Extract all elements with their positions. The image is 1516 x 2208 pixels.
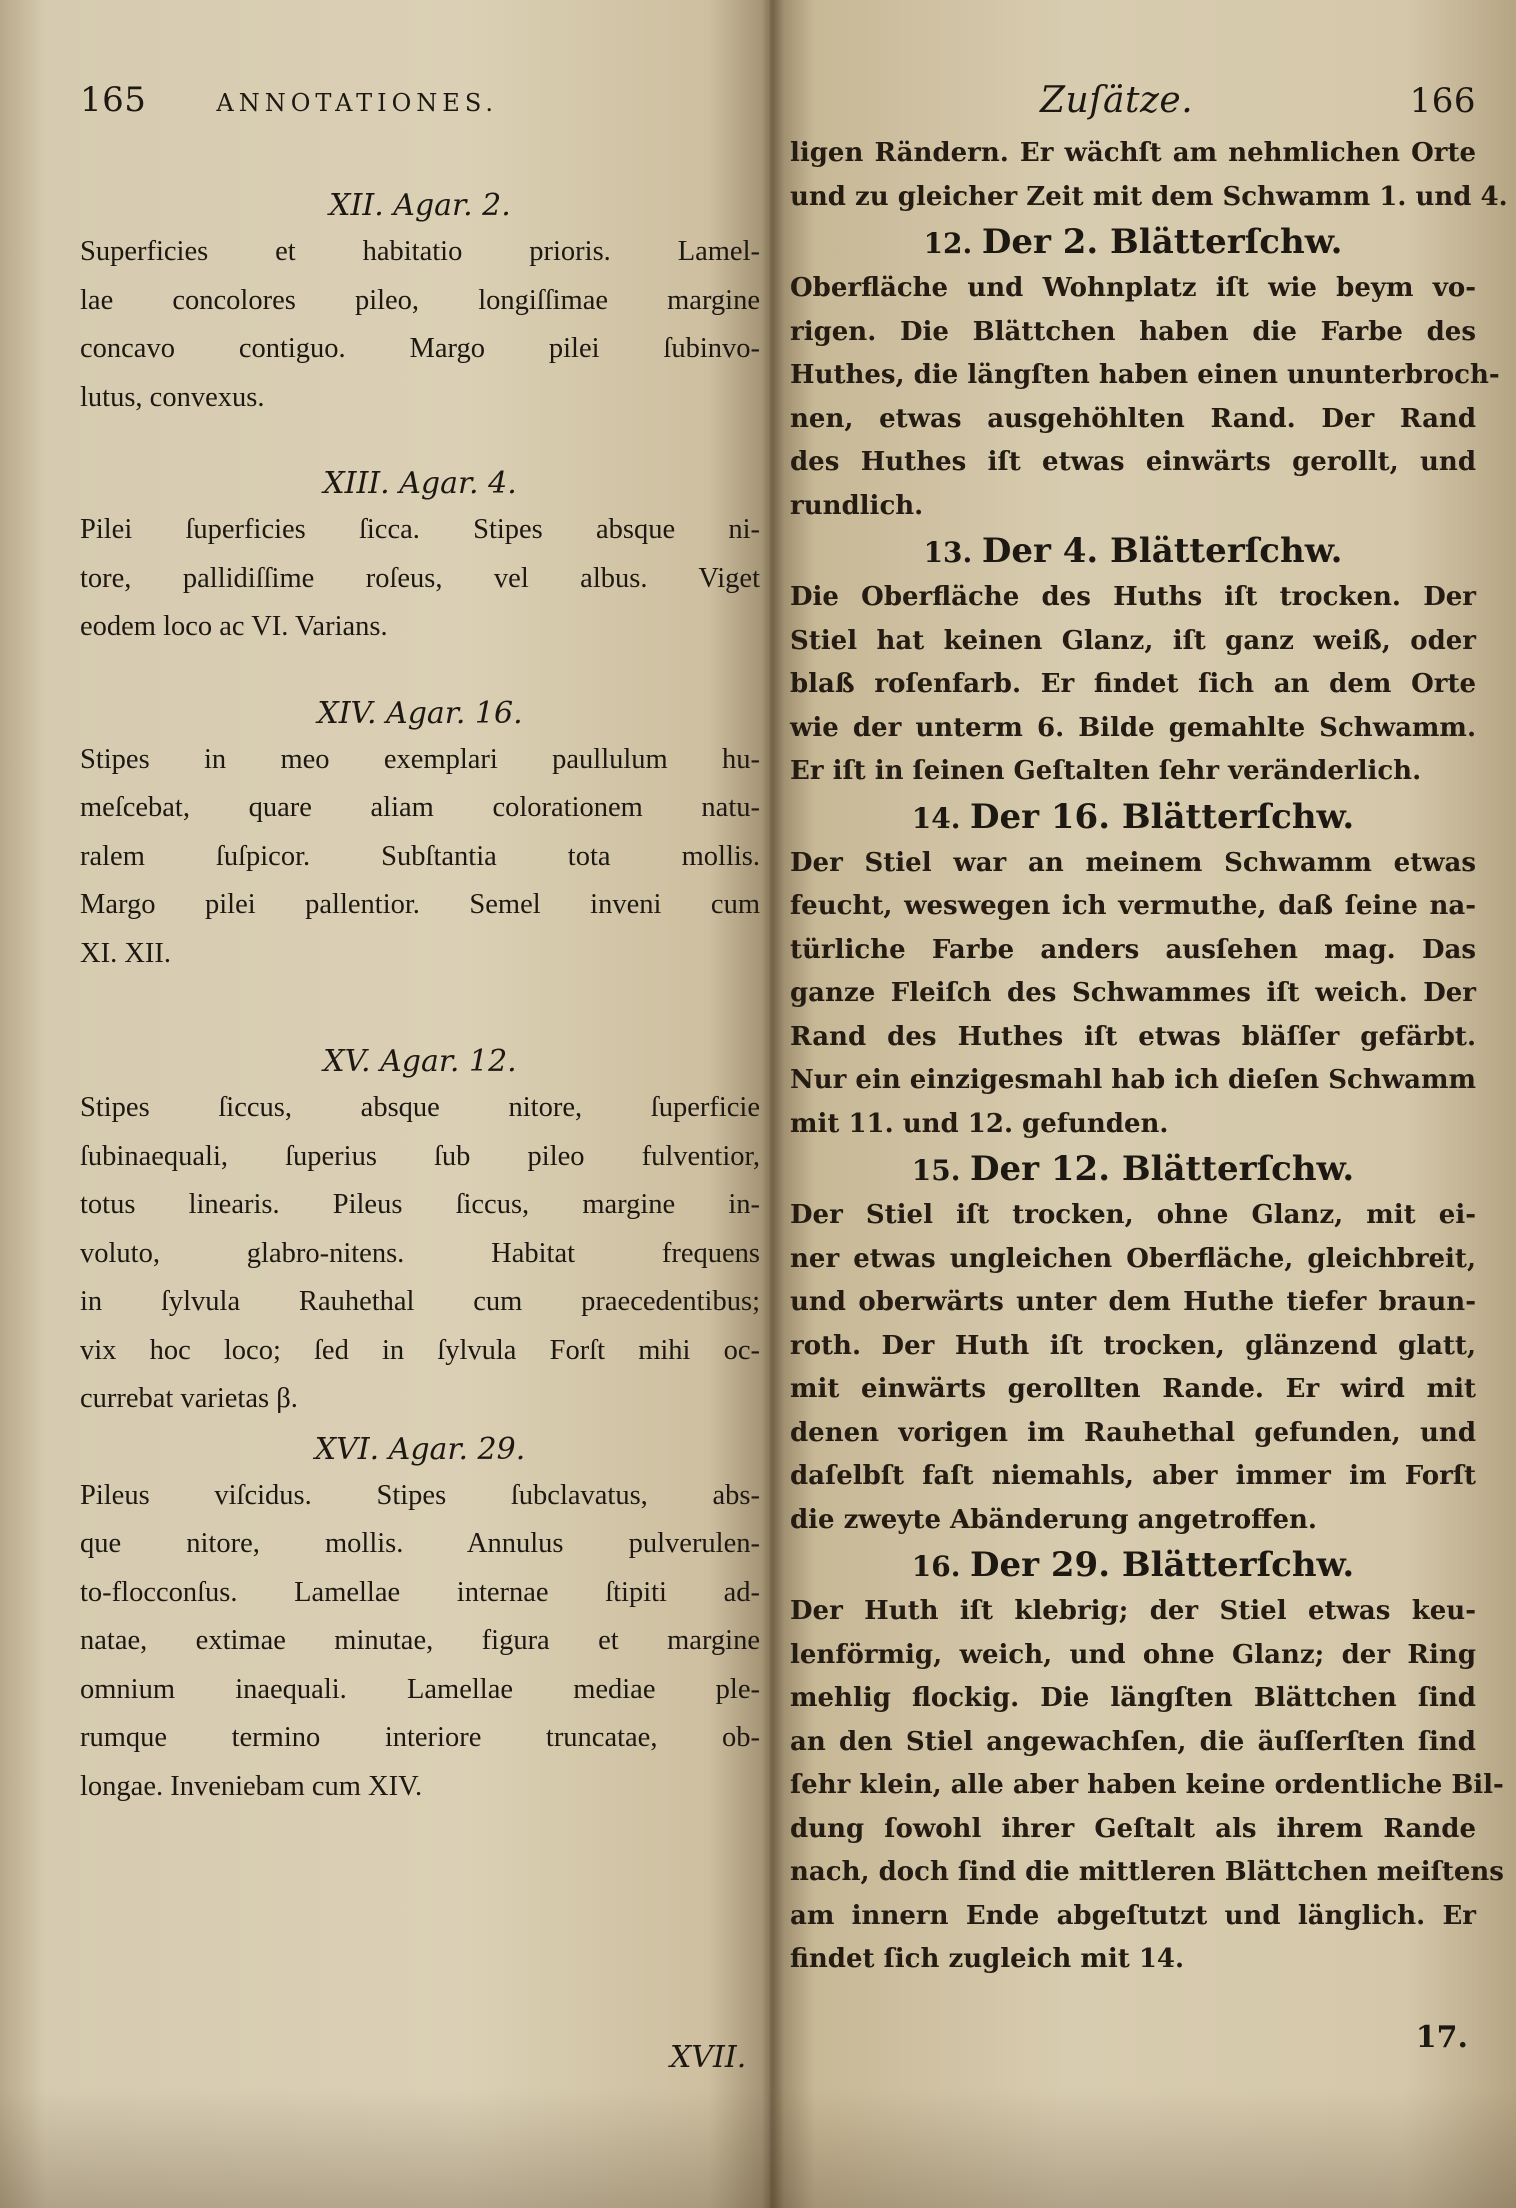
text-line: eodem loco ac VI. Varians. [80, 611, 388, 642]
text-line: totus linearis. Pileus ſiccus, margine in- [80, 1189, 760, 1220]
left-running-head [80, 80, 760, 132]
entry-text [790, 267, 1500, 528]
text-line: Nur ein einzigesmahl hab ich dieſen Schwamm [790, 1065, 1476, 1095]
text-line: ner etwas ungleichen Oberfläche, gleichbreit, [790, 1243, 1476, 1274]
text-line: Der Stiel iſt trocken, ohne Glanz, mit ei- [790, 1200, 1476, 1230]
opening-text [790, 132, 1508, 219]
text-line: nen, etwas ausgehöhlten Rand. Der Rand [790, 403, 1476, 434]
text-line: omnium inaequali. Lamellae mediae ple- [80, 1673, 760, 1705]
text-line: ligen Rändern. Er wächſt am nehmlichen Orte [790, 138, 1476, 168]
text-line: und oberwärts unter dem Huthe tiefer braun- [790, 1287, 1476, 1317]
text-line: lae concolores pileo, longiſſimae margine [80, 284, 760, 316]
text-line: denen vorigen im Rauhethal gefunden, und [790, 1417, 1476, 1448]
entry-text [80, 228, 760, 422]
entry-title: Der 12. Blätterſchw. [970, 1149, 1355, 1189]
entry-heading [790, 1146, 1476, 1194]
entry-text [80, 1084, 760, 1424]
text-line: rundlich. [790, 490, 924, 521]
entry-heading: XIV. Agar. 16. [317, 695, 523, 731]
text-line: ſehr klein, alle aber haben keine ordentliche Bil- [790, 1770, 1504, 1800]
entry-number: 14. [911, 801, 961, 835]
gutter-shadow [762, 0, 784, 2208]
entry-number: 13. [923, 536, 973, 569]
entry-number: 12. [923, 227, 973, 260]
right-running-head [790, 80, 1476, 132]
entry-title: Der 2. Blätterſchw. [981, 222, 1343, 262]
text-line: lutus, convexus. [80, 381, 265, 413]
text-line: türliche Farbe anders ausſehen mag. Das [790, 934, 1476, 965]
text-line: und zu gleicher Zeit mit dem Schwamm 1. und 4. [790, 181, 1508, 212]
text-line: mehlig flockig. Die längſten Blättchen ſind [790, 1683, 1476, 1713]
entry-number: 16. [911, 1550, 961, 1583]
text-line: Huthes, die längſten haben einen ununterbroch- [790, 360, 1500, 390]
text-line: Pilei ſuperficies ſicca. Stipes absque ni- [80, 514, 760, 545]
page-bottom-shade [0, 2088, 1516, 2208]
text-line: Er iſt in ſeinen Geſtalten ſehr veränderlich. [790, 756, 1422, 786]
entry-text [80, 1472, 760, 1812]
text-line: findet ſich zugleich mit 14. [790, 1944, 1185, 1974]
text-line: ſubinaequali, ſuperius ſub pileo fulventior, [80, 1140, 760, 1172]
entry-heading: XIII. Agar. 4. [323, 466, 517, 501]
text-line: mit 11. und 12. gefunden. [790, 1108, 1169, 1139]
right-page [770, 0, 1516, 2208]
text-line: Stipes ſiccus, absque nitore, ſuperficie [80, 1092, 760, 1123]
text-line: Margo pilei pallentior. Semel inveni cum [80, 889, 760, 920]
text-line: roth. Der Huth iſt trocken, glänzend glatt, [790, 1330, 1476, 1361]
entry-text [80, 506, 760, 652]
text-line: wie der unterm 6. Bilde gemahlte Schwamm. [790, 712, 1476, 743]
left-page-number: 165 [80, 80, 147, 120]
text-line: des Huthes iſt etwas einwärts gerollt, und [790, 447, 1476, 477]
entry-text [790, 576, 1476, 794]
text-line: ralem ſuſpicor. Subſtantia tota mollis. [80, 840, 760, 872]
text-line: meſcebat, quare aliam colorationem natu- [80, 792, 760, 823]
text-line: Die Oberfläche des Huths iſt trocken. Der [790, 582, 1476, 612]
text-line: am innern Ende abgeſtutzt und länglich. Er [790, 1900, 1476, 1931]
entry-heading [790, 794, 1476, 842]
text-line: to-flocconſus. Lamellae internae ſtipiti ad- [80, 1576, 760, 1608]
left-catchword: XVII. [670, 2040, 747, 2075]
text-line: Rand des Huthes iſt etwas bläſſer gefärbt. [790, 1021, 1476, 1052]
text-line: Stipes in meo exemplari paullulum hu- [80, 743, 760, 775]
text-line: XI. XII. [80, 937, 172, 969]
entry-heading [790, 1542, 1476, 1590]
entry-heading: XII. Agar. 2. [329, 188, 511, 223]
entry-title: Der 29. Blätterſchw. [970, 1545, 1355, 1585]
text-line: dung ſowohl ihrer Geſtalt als ihrem Rande [790, 1813, 1476, 1844]
text-line: an den Stiel angewachſen, die äuſſerſten ſind [790, 1726, 1476, 1757]
text-line: blaß roſenfarb. Er findet ſich an dem Orte [790, 669, 1476, 699]
entry-heading: XV. Agar. 12. [323, 1044, 517, 1079]
text-line: natae, extimae minutae, figura et margine [80, 1625, 760, 1656]
right-catchword: 17. [1415, 2020, 1468, 2055]
right-page-number: 166 [1409, 81, 1476, 121]
entry-number: 15. [911, 1154, 961, 1187]
text-line: daſelbſt faſt niemahls, aber immer im Forſt [790, 1461, 1476, 1491]
text-line: rigen. Die Blättchen haben die Farbe des [790, 316, 1476, 347]
text-line: Der Huth iſt klebrig; der Stiel etwas keu- [790, 1596, 1476, 1626]
entry-title: Der 16. Blätterſchw. [970, 796, 1355, 837]
text-line: tore, pallidiſſime roſeus, vel albus. Viget [80, 562, 760, 594]
right-column [790, 132, 1508, 1982]
entry-text [790, 842, 1476, 1147]
right-running-title: Zuſätze. [1040, 80, 1194, 121]
text-line: Pileus viſcidus. Stipes ſubclavatus, abs- [80, 1479, 760, 1511]
text-line: nach, doch ſind die mittleren Blättchen meiſtens [790, 1857, 1504, 1887]
text-line: Stiel hat keinen Glanz, iſt ganz weiß, oder [790, 625, 1476, 656]
text-line: concavo contiguo. Margo pilei ſubinvo- [80, 333, 760, 364]
text-line: vix hoc loco; ſed in ſylvula Forſt mihi oc- [80, 1334, 760, 1366]
text-line: lenförmig, weich, und ohne Glanz; der Ring [790, 1639, 1476, 1670]
text-line: longae. Inveniebam cum XIV. [80, 1770, 423, 1802]
left-column [80, 184, 760, 1811]
entry-text [80, 736, 760, 979]
text-line: in ſylvula Rauhethal cum praecedentibus; [80, 1286, 760, 1317]
entry-text [790, 1590, 1504, 1982]
entry-title: Der 4. Blätterſchw. [981, 531, 1343, 571]
text-line: Superficies et habitatio prioris. Lamel- [80, 236, 760, 267]
left-running-title: ANNOTATIONES. [216, 89, 499, 117]
text-line: rumque termino interiore truncatae, ob- [80, 1722, 760, 1753]
entry-heading [790, 528, 1476, 576]
text-line: feucht, weswegen ich vermuthe, daß ſeine na- [790, 891, 1476, 921]
text-line: que nitore, mollis. Annulus pulverulen- [80, 1528, 760, 1559]
text-line: voluto, glabro-nitens. Habitat frequens [80, 1237, 760, 1269]
text-line: currebat varietas β. [80, 1383, 298, 1414]
text-line: mit einwärts gerollten Rande. Er wird mit [790, 1374, 1476, 1404]
text-line: ganze Fleiſch des Schwammes iſt weich. Der [790, 978, 1476, 1008]
entry-heading [790, 219, 1476, 267]
entry-text [790, 1194, 1476, 1542]
text-line: Der Stiel war an meinem Schwamm etwas [790, 847, 1476, 878]
text-line: die zweyte Abänderung angetroffen. [790, 1504, 1317, 1535]
text-line: Oberfläche und Wohnplatz iſt wie beym vo- [790, 273, 1476, 303]
entry-heading: XVI. Agar. 29. [314, 1431, 526, 1467]
